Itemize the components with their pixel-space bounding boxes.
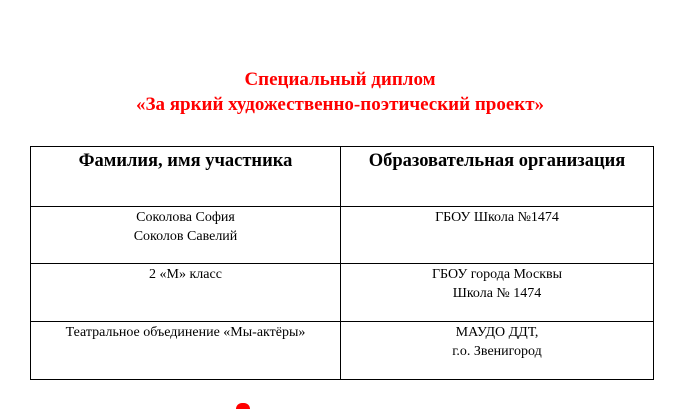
table-row bbox=[31, 264, 654, 322]
organization-cell bbox=[341, 207, 654, 264]
diploma-subtitle: «За яркий художественно-поэтический проект» bbox=[135, 94, 545, 115]
participant-name: Соколова София bbox=[136, 210, 235, 225]
table-header-row bbox=[31, 147, 654, 207]
organization-name: ГБОУ Школа №1474 bbox=[435, 210, 559, 225]
diploma-title: Специальный диплом bbox=[244, 69, 436, 90]
organization-name: г.о. Звенигород bbox=[452, 344, 542, 359]
organization-name: МАУДО ДДТ, bbox=[455, 325, 539, 340]
organization-cell bbox=[341, 322, 654, 380]
next-title-fragment bbox=[236, 403, 250, 409]
column-header-organization: Образовательная организация bbox=[341, 147, 654, 207]
participant-cell bbox=[31, 264, 341, 322]
table-row bbox=[31, 322, 654, 380]
organization-name: Школа № 1474 bbox=[452, 286, 542, 301]
organization-cell bbox=[341, 264, 654, 322]
participant-name: Театральное объединение «Мы-актёры» bbox=[65, 325, 306, 340]
participant-name: Соколов Савелий bbox=[133, 229, 238, 244]
participant-cell bbox=[31, 207, 341, 264]
column-header-participant: Фамилия, имя участника bbox=[31, 147, 341, 207]
participant-cell bbox=[31, 322, 341, 380]
organization-name: ГБОУ города Москвы bbox=[431, 267, 563, 282]
participant-name: 2 «М» класс bbox=[149, 267, 222, 282]
participants-table bbox=[30, 146, 654, 380]
table-row bbox=[31, 207, 654, 264]
